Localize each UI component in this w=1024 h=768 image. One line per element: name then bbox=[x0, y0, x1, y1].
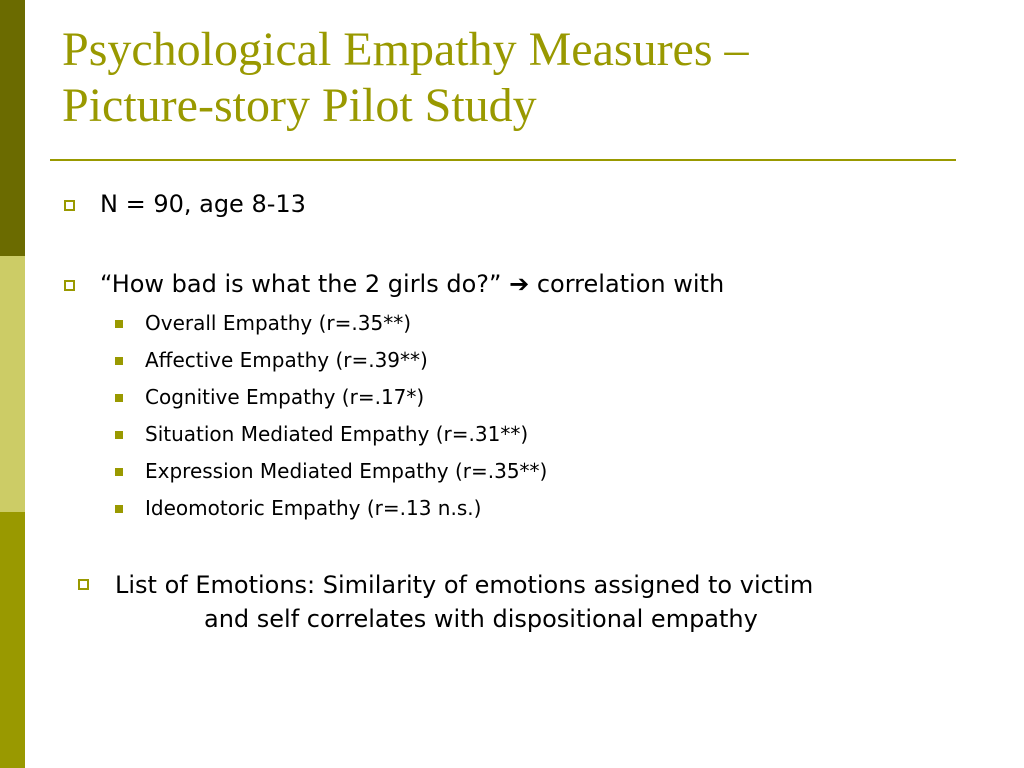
filled-square-bullet-icon bbox=[115, 431, 123, 439]
sub-bullet-text: Affective Empathy (r=.39**) bbox=[145, 348, 428, 372]
hollow-square-bullet-icon bbox=[64, 200, 75, 211]
filled-square-bullet-icon bbox=[115, 320, 123, 328]
hollow-square-bullet-icon bbox=[64, 280, 75, 291]
sub-bullet-text: Cognitive Empathy (r=.17*) bbox=[145, 385, 425, 409]
bullet-text bbox=[100, 269, 724, 299]
bullet-text-line-1: List of Emotions: Similarity of emotions assigned to victim bbox=[115, 571, 814, 599]
sub-bullet-text: Ideomotoric Empathy (r=.13 n.s.) bbox=[145, 496, 482, 520]
side-bar-middle bbox=[0, 256, 25, 512]
side-bar-top bbox=[0, 0, 25, 256]
bullet-text-line-2: and self correlates with dispositional empathy bbox=[204, 605, 758, 633]
title-divider bbox=[50, 159, 956, 161]
hollow-square-bullet-icon bbox=[78, 579, 89, 590]
side-bar-bottom bbox=[0, 512, 25, 768]
filled-square-bullet-icon bbox=[115, 468, 123, 476]
filled-square-bullet-icon bbox=[115, 357, 123, 365]
question-text: “How bad is what the 2 girls do?” bbox=[100, 270, 502, 298]
sub-bullet-text: Situation Mediated Empathy (r=.31**) bbox=[145, 422, 529, 446]
title-line-2: Picture-story Pilot Study bbox=[62, 79, 537, 132]
correlation-text: correlation with bbox=[536, 270, 725, 298]
sub-bullet-text: Expression Mediated Empathy (r=.35**) bbox=[145, 459, 548, 483]
slide-title bbox=[62, 22, 962, 134]
sub-bullet-text: Overall Empathy (r=.35**) bbox=[145, 311, 412, 335]
title-line-1: Psychological Empathy Measures – bbox=[62, 23, 749, 76]
filled-square-bullet-icon bbox=[115, 505, 123, 513]
bullet-text: N = 90, age 8-13 bbox=[100, 190, 306, 218]
filled-square-bullet-icon bbox=[115, 394, 123, 402]
arrow-right-icon: ➔ bbox=[509, 270, 530, 298]
